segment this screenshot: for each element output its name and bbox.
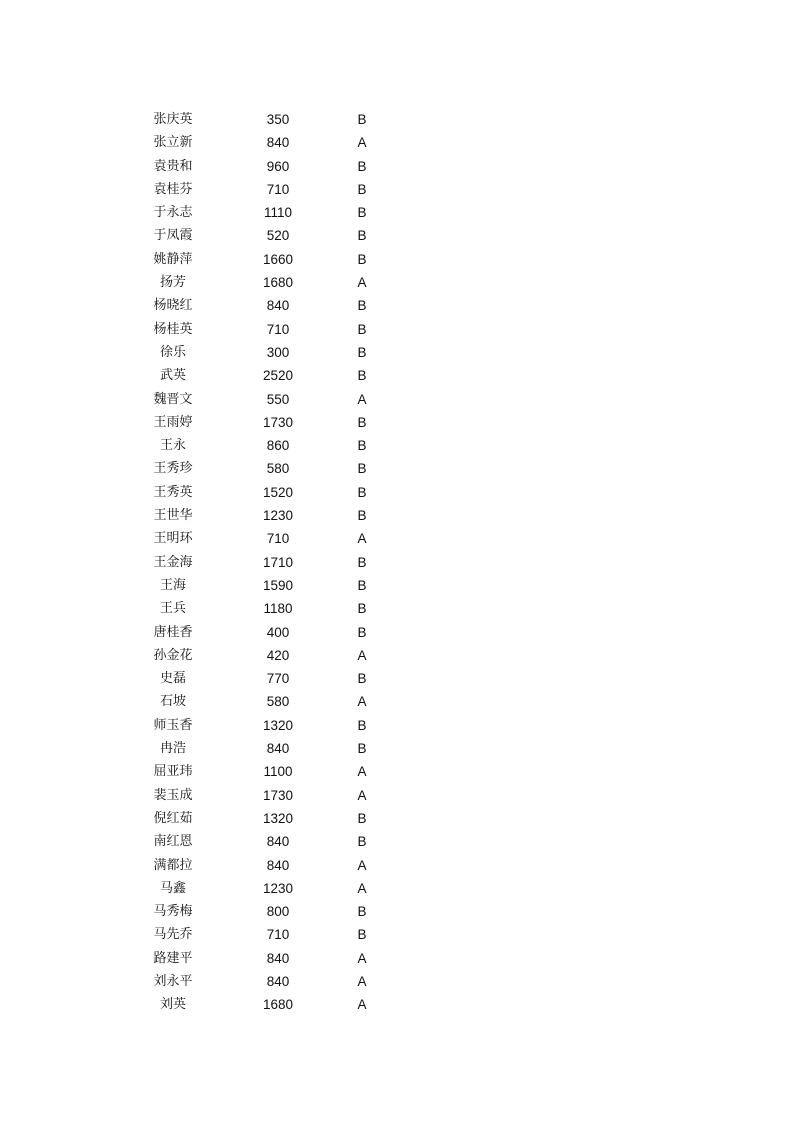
name-cell: 张立新 — [153, 135, 193, 151]
grade-cell: B — [357, 904, 367, 920]
amount-cell: 960 — [266, 158, 290, 174]
table-row — [0, 621, 793, 644]
name-cell: 袁桂芬 — [153, 181, 193, 197]
amount-cell: 1680 — [262, 997, 294, 1013]
grade-cell: A — [357, 997, 367, 1013]
table-row — [0, 877, 793, 900]
table-row — [0, 108, 793, 131]
name-cell: 刘永平 — [153, 973, 193, 989]
table-row — [0, 341, 793, 364]
amount-cell: 840 — [266, 857, 290, 873]
table-row — [0, 318, 793, 341]
grade-cell: B — [357, 810, 367, 826]
table-row — [0, 411, 793, 434]
table-row — [0, 224, 793, 247]
table-row — [0, 900, 793, 923]
table-row — [0, 155, 793, 178]
grade-cell: B — [357, 344, 367, 360]
grade-cell: B — [357, 205, 367, 221]
table-row — [0, 597, 793, 620]
name-cell: 马秀梅 — [153, 904, 193, 920]
table-row — [0, 854, 793, 877]
table-row — [0, 947, 793, 970]
amount-cell: 1710 — [262, 554, 294, 570]
amount-cell: 1520 — [262, 484, 294, 500]
amount-cell: 1320 — [262, 717, 294, 733]
name-cell: 倪红茹 — [153, 810, 193, 826]
name-cell: 南红恩 — [153, 834, 193, 850]
grade-cell: B — [357, 112, 367, 127]
name-cell: 唐桂香 — [153, 624, 193, 640]
grade-cell: B — [357, 298, 367, 314]
table-row — [0, 504, 793, 527]
table-row — [0, 923, 793, 946]
table-row — [0, 784, 793, 807]
grade-cell: B — [357, 414, 367, 430]
amount-cell: 710 — [266, 927, 290, 943]
name-cell: 武英 — [159, 368, 186, 384]
name-cell: 裴玉成 — [153, 787, 193, 803]
amount-cell: 550 — [266, 391, 290, 407]
name-cell: 徐乐 — [159, 344, 186, 360]
table-row — [0, 807, 793, 830]
table-row — [0, 667, 793, 690]
table-row — [0, 574, 793, 597]
amount-cell: 580 — [266, 461, 290, 477]
name-cell: 孙金花 — [153, 647, 193, 663]
table-row — [0, 131, 793, 154]
name-cell: 魏晋文 — [153, 391, 193, 407]
table-row — [0, 551, 793, 574]
grade-cell: B — [357, 601, 367, 617]
amount-cell: 400 — [266, 624, 290, 640]
table-row — [0, 434, 793, 457]
amount-cell: 1590 — [262, 577, 294, 593]
table-row — [0, 760, 793, 783]
grade-cell: B — [357, 321, 367, 337]
table-row — [0, 271, 793, 294]
amount-cell: 1110 — [263, 205, 293, 221]
amount-cell: 860 — [266, 438, 290, 454]
name-cell: 王秀珍 — [153, 461, 193, 477]
amount-cell: 300 — [266, 344, 290, 360]
table-row — [0, 690, 793, 713]
table-row — [0, 970, 793, 993]
data-table — [0, 108, 793, 1017]
table-row — [0, 178, 793, 201]
amount-cell: 710 — [266, 531, 290, 547]
name-cell: 刘英 — [159, 997, 186, 1013]
amount-cell: 1230 — [262, 508, 294, 524]
table-row — [0, 644, 793, 667]
table-row — [0, 201, 793, 224]
name-cell: 于凤霞 — [153, 228, 193, 244]
amount-cell: 520 — [266, 228, 290, 244]
amount-cell: 2520 — [262, 368, 294, 384]
grade-cell: A — [357, 531, 367, 547]
name-cell: 马先乔 — [153, 927, 193, 943]
grade-cell: A — [357, 275, 367, 291]
grade-cell: A — [357, 880, 367, 896]
grade-cell: B — [357, 624, 367, 640]
table-row — [0, 993, 793, 1016]
amount-cell: 420 — [266, 647, 290, 663]
table-row — [0, 527, 793, 550]
table-row — [0, 248, 793, 271]
grade-cell: B — [357, 717, 367, 733]
amount-cell: 1730 — [262, 787, 294, 803]
amount-cell: 580 — [266, 694, 290, 710]
grade-cell: B — [357, 181, 367, 197]
grade-cell: B — [357, 251, 367, 267]
grade-cell: B — [357, 671, 367, 687]
grade-cell: A — [357, 135, 367, 151]
amount-cell: 840 — [266, 741, 290, 757]
amount-cell: 840 — [266, 950, 290, 966]
grade-cell: A — [357, 857, 367, 873]
grade-cell: B — [357, 577, 367, 593]
amount-cell: 840 — [266, 135, 290, 151]
name-cell: 王金海 — [153, 554, 193, 570]
name-cell: 姚静萍 — [153, 251, 193, 267]
amount-cell: 770 — [266, 671, 290, 687]
grade-cell: B — [357, 438, 367, 454]
name-cell: 张庆英 — [153, 112, 193, 127]
name-cell: 王永 — [159, 438, 186, 454]
amount-cell: 710 — [266, 321, 290, 337]
grade-cell: B — [357, 834, 367, 850]
name-cell: 王海 — [159, 577, 186, 593]
name-cell: 杨晓红 — [153, 298, 193, 314]
amount-cell: 1180 — [263, 601, 293, 617]
name-cell: 王雨婷 — [153, 414, 193, 430]
table-row — [0, 830, 793, 853]
name-cell: 扬芳 — [159, 275, 186, 291]
amount-cell: 1660 — [262, 251, 294, 267]
name-cell: 史磊 — [159, 671, 186, 687]
grade-cell: B — [357, 368, 367, 384]
name-cell: 王秀英 — [153, 484, 193, 500]
grade-cell: A — [357, 764, 367, 780]
table-row — [0, 457, 793, 480]
grade-cell: A — [357, 950, 367, 966]
name-cell: 王世华 — [153, 508, 193, 524]
table-row — [0, 737, 793, 760]
amount-cell: 840 — [266, 973, 290, 989]
grade-cell: A — [357, 694, 367, 710]
amount-cell: 1680 — [262, 275, 294, 291]
grade-cell: A — [357, 391, 367, 407]
table-row — [0, 388, 793, 411]
amount-cell: 840 — [266, 834, 290, 850]
table-row — [0, 481, 793, 504]
grade-cell: B — [357, 508, 367, 524]
name-cell: 师玉香 — [153, 717, 193, 733]
amount-cell: 710 — [266, 181, 290, 197]
grade-cell: B — [357, 484, 367, 500]
amount-cell: 1730 — [262, 414, 294, 430]
table-row — [0, 294, 793, 317]
amount-cell: 350 — [266, 112, 290, 127]
grade-cell: A — [357, 973, 367, 989]
name-cell: 冉浩 — [159, 741, 186, 757]
name-cell: 杨桂英 — [153, 321, 193, 337]
name-cell: 王兵 — [159, 601, 186, 617]
amount-cell: 800 — [266, 904, 290, 920]
name-cell: 王明环 — [153, 531, 193, 547]
name-cell: 于永志 — [153, 205, 193, 221]
table-row — [0, 714, 793, 737]
grade-cell: A — [357, 787, 367, 803]
amount-cell: 1100 — [263, 764, 293, 780]
grade-cell: A — [357, 647, 367, 663]
name-cell: 路建平 — [153, 950, 193, 966]
name-cell: 马鑫 — [159, 880, 186, 896]
amount-cell: 1320 — [262, 810, 294, 826]
grade-cell: B — [357, 228, 367, 244]
name-cell: 石坡 — [159, 694, 186, 710]
name-cell: 屈亚玮 — [153, 764, 193, 780]
grade-cell: B — [357, 158, 367, 174]
grade-cell: B — [357, 741, 367, 757]
grade-cell: B — [357, 554, 367, 570]
name-cell: 袁贵和 — [153, 158, 193, 174]
amount-cell: 840 — [266, 298, 290, 314]
grade-cell: B — [357, 461, 367, 477]
table-row — [0, 364, 793, 387]
name-cell: 满都拉 — [153, 857, 193, 873]
grade-cell: B — [357, 927, 367, 943]
amount-cell: 1230 — [262, 880, 294, 896]
